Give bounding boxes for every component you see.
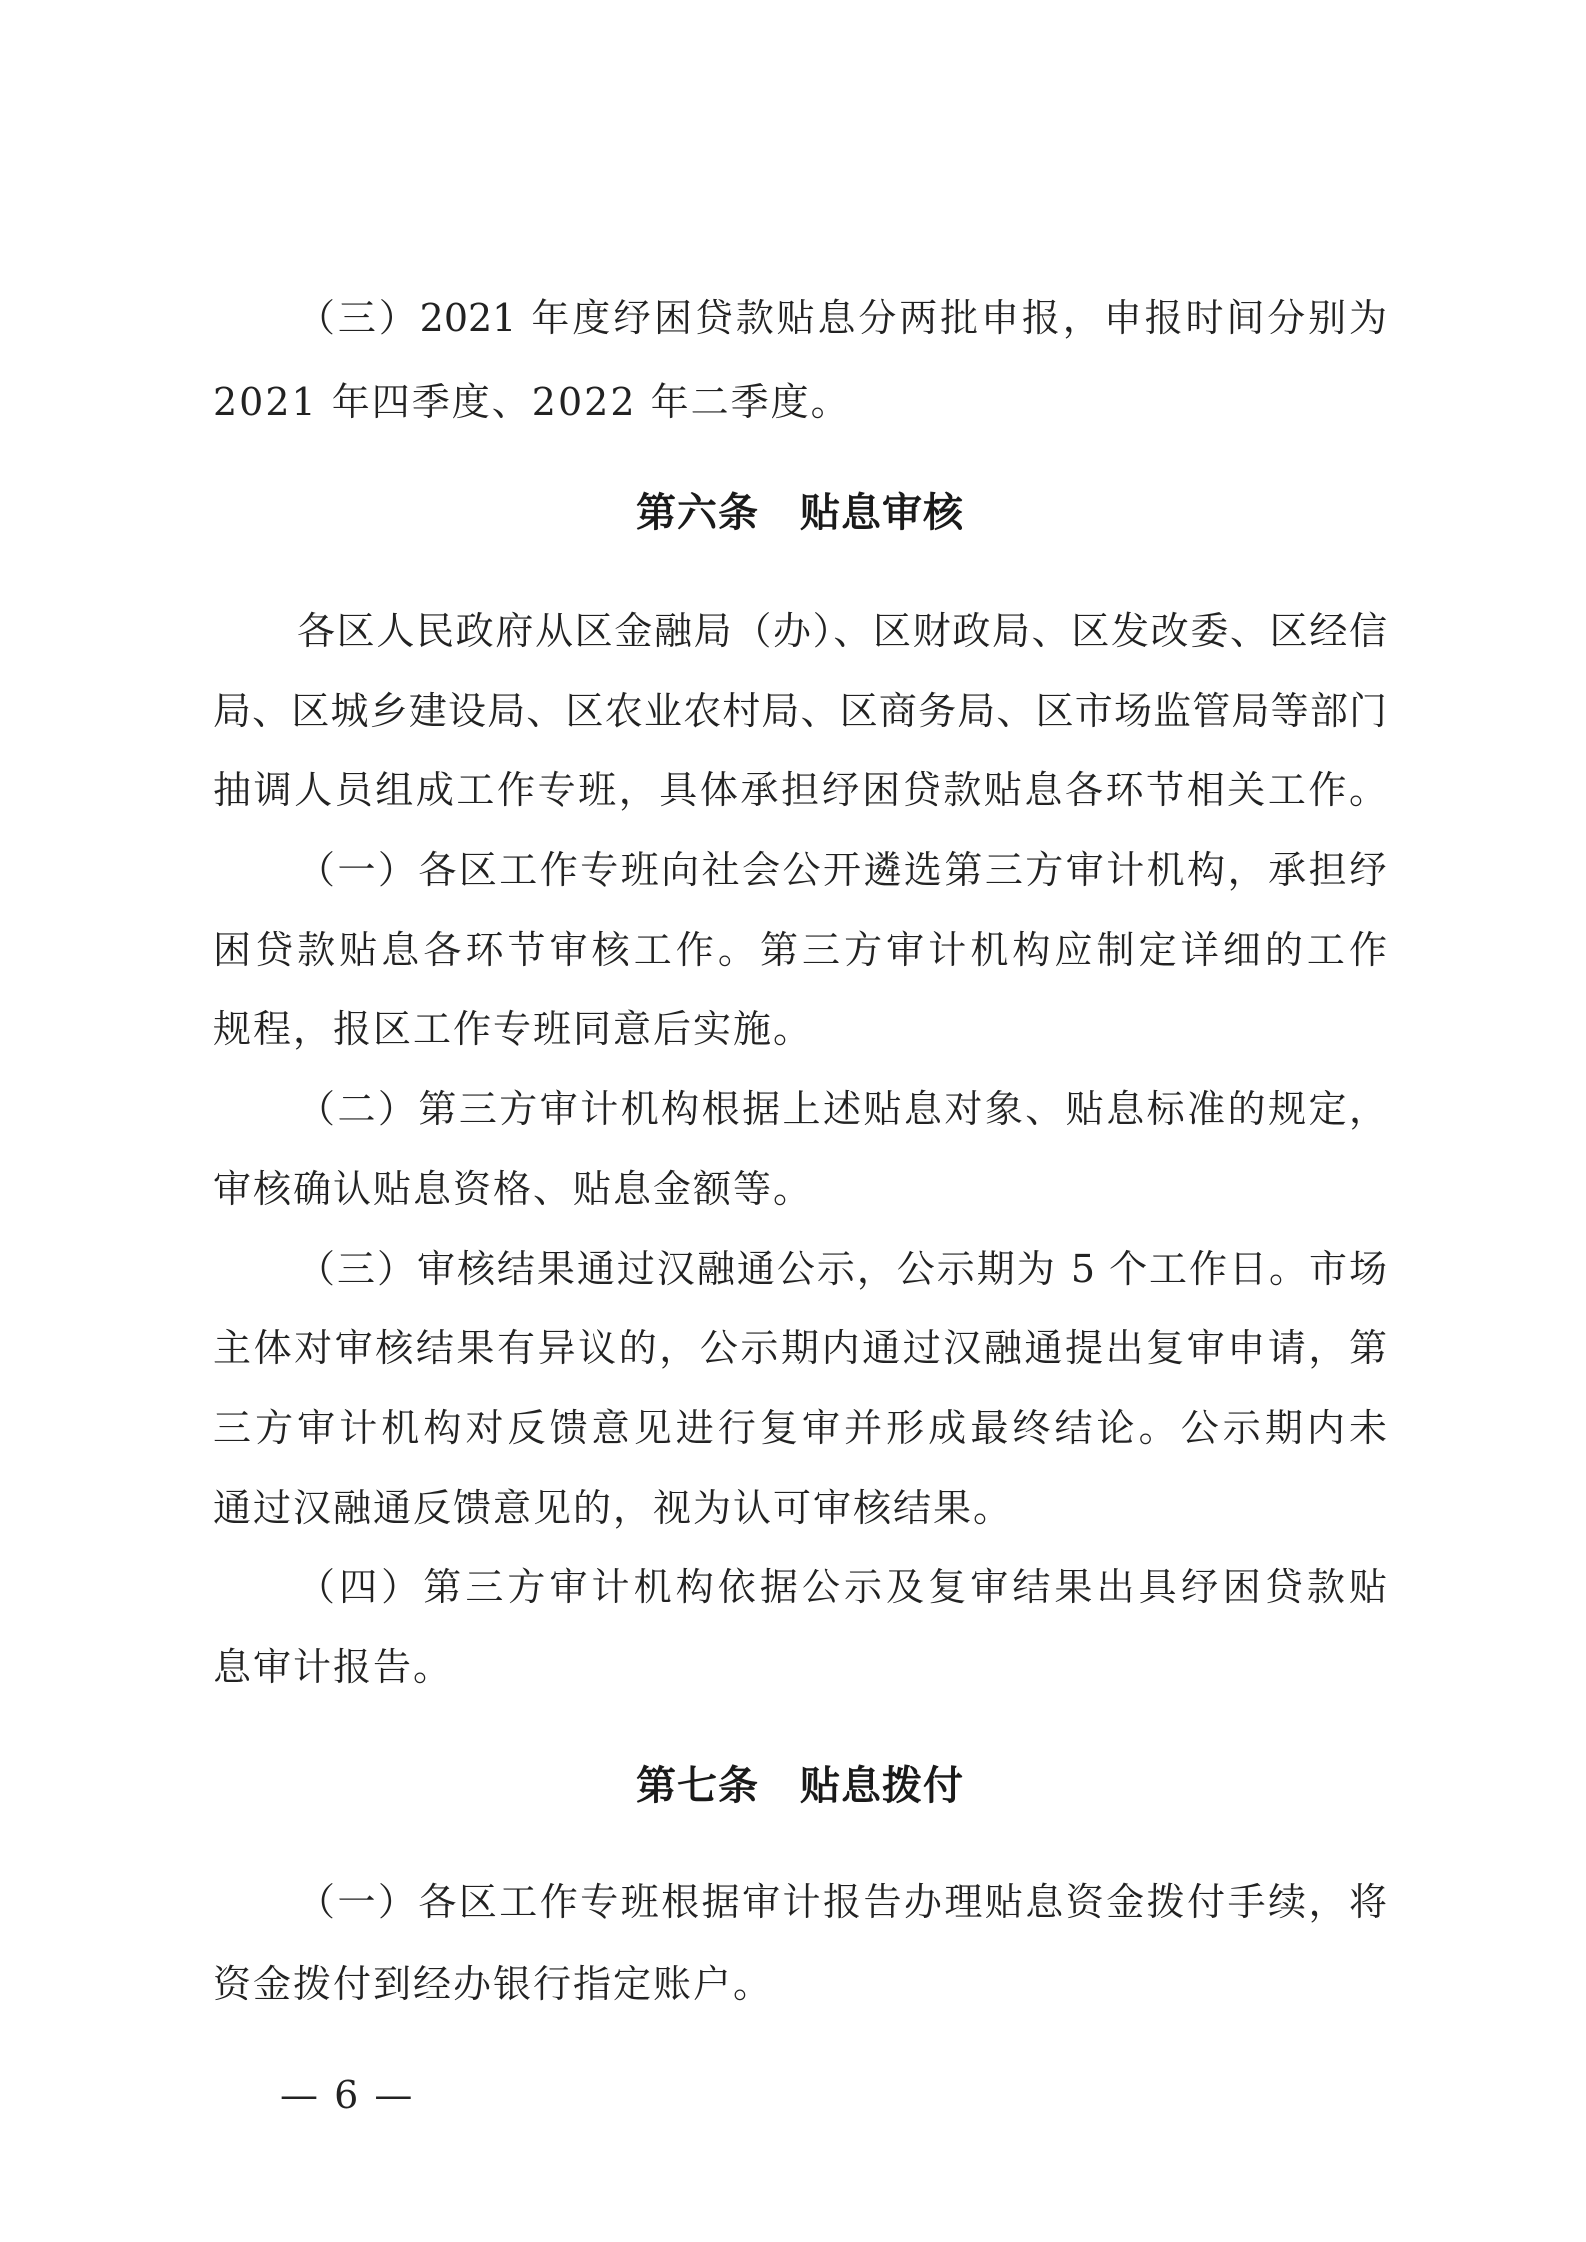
paragraph xyxy=(213,276,1387,444)
body-text-line: 局、区城乡建设局、区农业农村局、区商务局、区市场监管局等部门 xyxy=(213,688,1387,733)
body-text-line: （四）第三方审计机构依据公示及复审结果出具纾困贷款贴 xyxy=(297,1565,1387,1610)
body-text-line: （三）审核结果通过汉融通公示，公示期为 5 个工作日。市场 xyxy=(297,1246,1387,1291)
article-body xyxy=(213,592,1387,1708)
body-text-line: 通过汉融通反馈意见的，视为认可审核结果。 xyxy=(213,1485,1014,1530)
article-heading: 第七条 贴息拨付 xyxy=(636,1763,964,1809)
body-text-line: 息审计报告。 xyxy=(213,1644,454,1689)
body-text-line: 主体对审核结果有异议的，公示期内通过汉融通提出复审申请，第 xyxy=(213,1326,1387,1371)
paragraph xyxy=(213,1861,1387,2025)
body-text-line: 审核确认贴息资格、贴息金额等。 xyxy=(213,1166,814,1211)
body-text-line: 2021 年四季度、2022 年二季度。 xyxy=(213,380,851,424)
body-text-line: 三方审计机构对反馈意见进行复审并形成最终结论。公示期内未 xyxy=(213,1405,1387,1450)
body-text-line: 资金拨付到经办银行指定账户。 xyxy=(213,1962,774,2006)
body-text-line: （一）各区工作专班向社会公开遴选第三方审计机构，承担纾 xyxy=(297,848,1387,893)
body-text-line: 困贷款贴息各环节审核工作。第三方审计机构应制定详细的工作 xyxy=(213,927,1387,972)
paragraph xyxy=(213,592,1387,831)
paragraph xyxy=(213,831,1387,1070)
page-number: — 6 — xyxy=(280,2073,415,2117)
body-text-line: （一）各区工作专班根据审计报告办理贴息资金拨付手续，将 xyxy=(297,1880,1387,1924)
paragraph xyxy=(213,1070,1387,1229)
paragraph xyxy=(213,1548,1387,1707)
body-text-line: （二）第三方审计机构根据上述贴息对象、贴息标准的规定， xyxy=(297,1087,1387,1132)
body-text-line: 各区人民政府从区金融局（办）、区财政局、区发改委、区经信 xyxy=(297,609,1387,653)
body-text-line: 规程，报区工作专班同意后实施。 xyxy=(213,1007,814,1052)
article-body xyxy=(213,1861,1387,2025)
article-heading: 第六条 贴息审核 xyxy=(636,490,964,536)
body-text-line: （三）2021 年度纾困贷款贴息分两批申报，申报时间分别为 xyxy=(297,296,1387,340)
paragraph xyxy=(213,1230,1387,1549)
body-text-line: 抽调人员组成工作专班，具体承担纾困贷款贴息各环节相关工作。 xyxy=(213,768,1387,813)
